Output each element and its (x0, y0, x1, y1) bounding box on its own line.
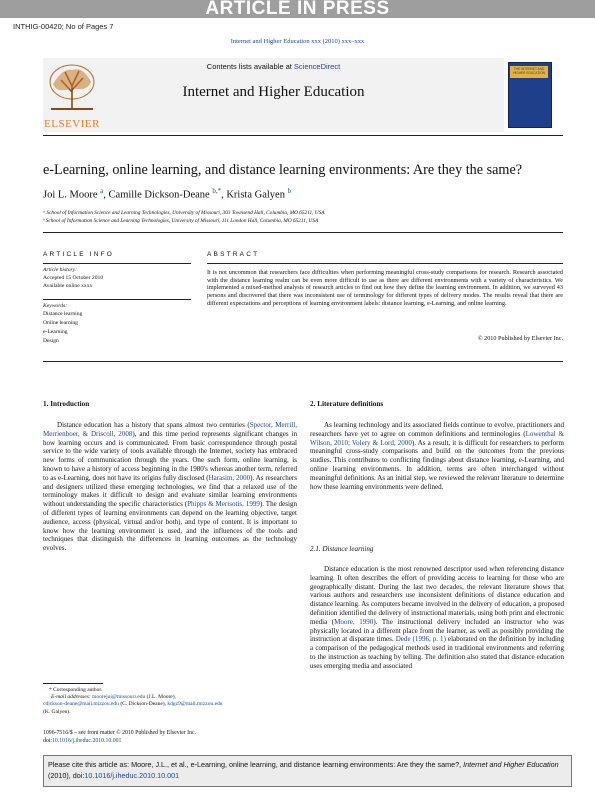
history-item: Accepted 15 October 2010 (43, 275, 104, 281)
section-heading: 2. Literature definitions (310, 400, 384, 408)
abstract-bottom-divider (43, 361, 563, 362)
info-divider (43, 299, 191, 300)
email-link[interactable]: cdickson-deane@mail.mizzou.edu (43, 701, 119, 708)
copyright-notice: © 2010 Published by Elsevier Inc. (477, 335, 563, 342)
section-heading: 1. Introduction (43, 400, 90, 408)
article-title: e-Learning, online learning, and distance learning environments: Are they the same? (43, 162, 523, 178)
author-name: Joi L. Moore (43, 189, 98, 201)
citation-link[interactable]: Spector, Merrill, Merrienboer, & Driscoll, 2008 (43, 421, 297, 438)
publisher-logo-text: ELSEVIER (44, 118, 100, 130)
history-label: Article history: (43, 267, 78, 273)
affiliation: ᵃ School of Information Science and Learning Technologies, University of Missouri, 303 Townsend Hall, Columbia, MO 65211, USA (43, 210, 325, 216)
author-name: Krista Galyen (226, 189, 285, 201)
keyword: Online learning (43, 320, 78, 326)
banner-text: ARTICLE IN PRESS (205, 0, 390, 19)
email-link[interactable]: moorejoi@missouri.edu (92, 694, 146, 701)
cover-title: THE INTERNET AND HIGHER EDUCATION (513, 67, 545, 75)
abstract-heading: ABSTRACT (207, 251, 260, 258)
journal-title: Internet and Higher Education (182, 84, 365, 100)
header-divider (43, 135, 563, 136)
history-item: Available online xxxx (43, 283, 93, 289)
contents-available: Contents lists available at ScienceDirect (206, 62, 341, 71)
footnote: * Corresponding author. E-mail addresses: moorejoi@missouri.edu (J.L. Moore), cdickson-deane@mail.mizzou.edu (C. Dickson-Deane), kdgz9@mail.mizzou.edu (K. Galyen). (43, 687, 297, 716)
intro-paragraph: Distance education has a history that spans almost two centuries (Spector, Merrill, Merrienboer, & Driscoll, 2008), and this time period represents significant changes in how learning occurs and is communicated. From basic correspondence through postal service to the wide variety of tools available through the Internet, society has embraced new forms of communication through the years. One such form, online learning, is known to have a history of access beginning in the 1980's whereas another term, referred to as e-Learning, does not have its origins fully disclosed (Harasim, 2000). As researchers and designers utilized these emerging technologies, we find that a relaxed use of the terminology makes it difficult to design and evaluate similar learning environments without understanding the specific characteristics (Phipps & Merisotis, 1999). The design of different types of learning environments can depend on the learning objective, target audience, access (physical, virtual and/or both), and type of content. It is important to know how the learning environment is used, and the influences of the tools and techniques that distinguish the differences in learning outcomes as the technology evolves. (43, 421, 298, 553)
abstract-text: It is not uncommon that researchers face difficulties when performing meaningful cross-study comparisons for research. Research associated with the distance learning realm can be even more difficult to use as there are different environments with a variety of characteristics. We implemented a mixed-method analysis of research articles to find out how they define the learning environment. In addition, we surveyed 43 persons and discovered that there was inconsistent use of terminology for different types of delivery modes. The results reveal that there are different expectations and perceptions of learning environment labels: distance learning, e-Learning, and online learning. (207, 269, 563, 307)
citation-link[interactable]: Phipps & Merisotis, 1999 (187, 500, 260, 509)
citation-link[interactable]: Dede (1996, p. 1) (395, 635, 446, 644)
author-affil-link[interactable]: b,* (212, 187, 222, 195)
issn-info: 1096-7516/$ – see front matter © 2010 Published by Elsevier Inc. doi:10.1016/j.iheduc.2010.10.001 (43, 730, 197, 744)
title-divider (43, 232, 563, 233)
author-list: Joi L. Moore $^a$, Camille Dickson-Deane $^{b,*}$, Krista Galyen $^b$ (43, 187, 292, 201)
affiliation: ᵇ School of Information Science and Learning Technologies, University of Missouri, 111 London Hall, Columbia, MO 65211, USA (43, 218, 319, 224)
citation-link[interactable]: Moore, 1990 (334, 617, 374, 626)
keyword: Distance learning (43, 311, 83, 317)
footnote-divider (43, 683, 103, 684)
abstract-divider (207, 263, 563, 264)
journal-reference[interactable]: Internet and Higher Education xxx (2010) xxx–xxx (230, 38, 365, 45)
keywords-label: Keywords: (43, 303, 68, 309)
info-divider (43, 263, 191, 264)
citation-link[interactable]: Lowenthal & Wilson, 2010; Volery & Lord, 2000 (310, 429, 564, 447)
citation-link[interactable]: Harasim, 2000 (208, 473, 251, 482)
subsection-heading: 2.1. Distance learning (310, 545, 374, 553)
keyword: e-Learning (43, 329, 68, 335)
keyword: Design (43, 338, 59, 344)
doi-link[interactable]: 10.1016/j.iheduc.2010.10.001 (84, 771, 180, 780)
email-link[interactable]: kdgz9@mail.mizzou.edu (167, 701, 223, 708)
sciencedirect-link[interactable]: ScienceDirect (293, 62, 341, 71)
author-affil-link[interactable]: b (287, 187, 292, 195)
distance-learning-paragraph: Distance education is the most renowned descriptor used when referencing distance learning. It often describes the effort of providing access to learning for those who are geographically distant. During the last two decades, the relevant literature shows that various authors and researchers use inconsistent definitions of distance education and distance learning. As computers became involved in the delivery of education, a proposed definition identified the delivery of instructional materials, using both print and electronic media (Moore, 1990). The instructional delivery included an instructor who was physically located in a different place from the learner, as well as possibly providing the instruction at disparate times. Dede (1996, p. 1) elaborated on the definition by including a comparison of the pedagogical methods used in traditional environments and referring to the instruction as teaching by telling. The definition also stated that distance education uses emerging media and associated (310, 565, 565, 670)
literature-paragraph: As learning technology and its associated fields continue to evolve, practitioners and researchers have yet to agree on common definitions and terminologies (Lowenthal & Wilson, 2010; Volery & Lord, 2000). As a result, it is difficult for researchers to perform meaningful cross-study comparisons and build on the outcomes from the previous studies. This contributes to conflicting findings about distance learning, e-Learning, and online learning environments. In addition, terms are often interchanged without meaningful definitions. As an initial step, we reviewed the relevant literature to determine how these learning environments were defined. (310, 421, 565, 491)
author-name: Camille Dickson-Deane (108, 189, 210, 201)
corresponding-author: * Corresponding author. (49, 687, 103, 693)
doi-link[interactable]: 10.1016/j.iheduc.2010.10.001 (52, 737, 122, 744)
citation-text: Please cite this article as: Moore, J.L., et al., e-Learning, online learning, and distance learning environments: Are they the same?, Internet and Higher Education (2010), doi:10.1016/j.iheduc.2010.10.001 (48, 760, 559, 780)
manuscript-id: INTHIG-00420; No of Pages 7 (13, 22, 114, 31)
author-affil-link[interactable]: a (100, 187, 104, 195)
article-info-heading: ARTICLE INFO (43, 251, 115, 258)
